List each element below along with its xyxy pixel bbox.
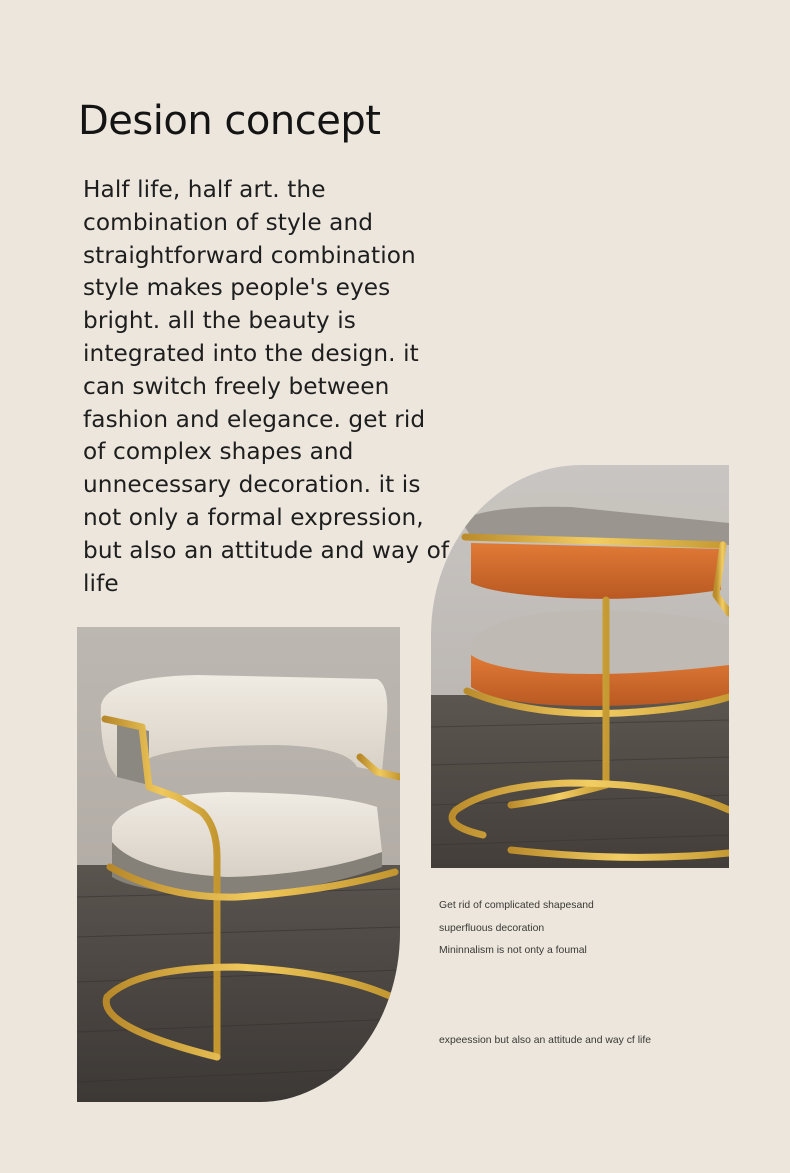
caption-line-1: Get rid of complicated shapesand: [439, 900, 594, 911]
concept-description: Half life, half art. the combination of style and straightforward combination style makes people's eyes bright. all the beauty is integrated into the design. it can switch freely between fashion and elegance. get rid of complex shapes and unnecessary decoration. it is not only a formal expression, but also an attitude and way of life: [83, 176, 450, 597]
caption-line-3: Mininnalism is not onty a foumal: [439, 945, 587, 956]
caption-line-2: superfluous decoration: [439, 923, 545, 934]
page-title: Desion concept: [78, 98, 381, 144]
orange-chair-photo: [431, 465, 729, 868]
caption-line-4: expeession but also an attitude and way cf life: [439, 1035, 651, 1046]
cream-chair-photo: [77, 627, 400, 1102]
